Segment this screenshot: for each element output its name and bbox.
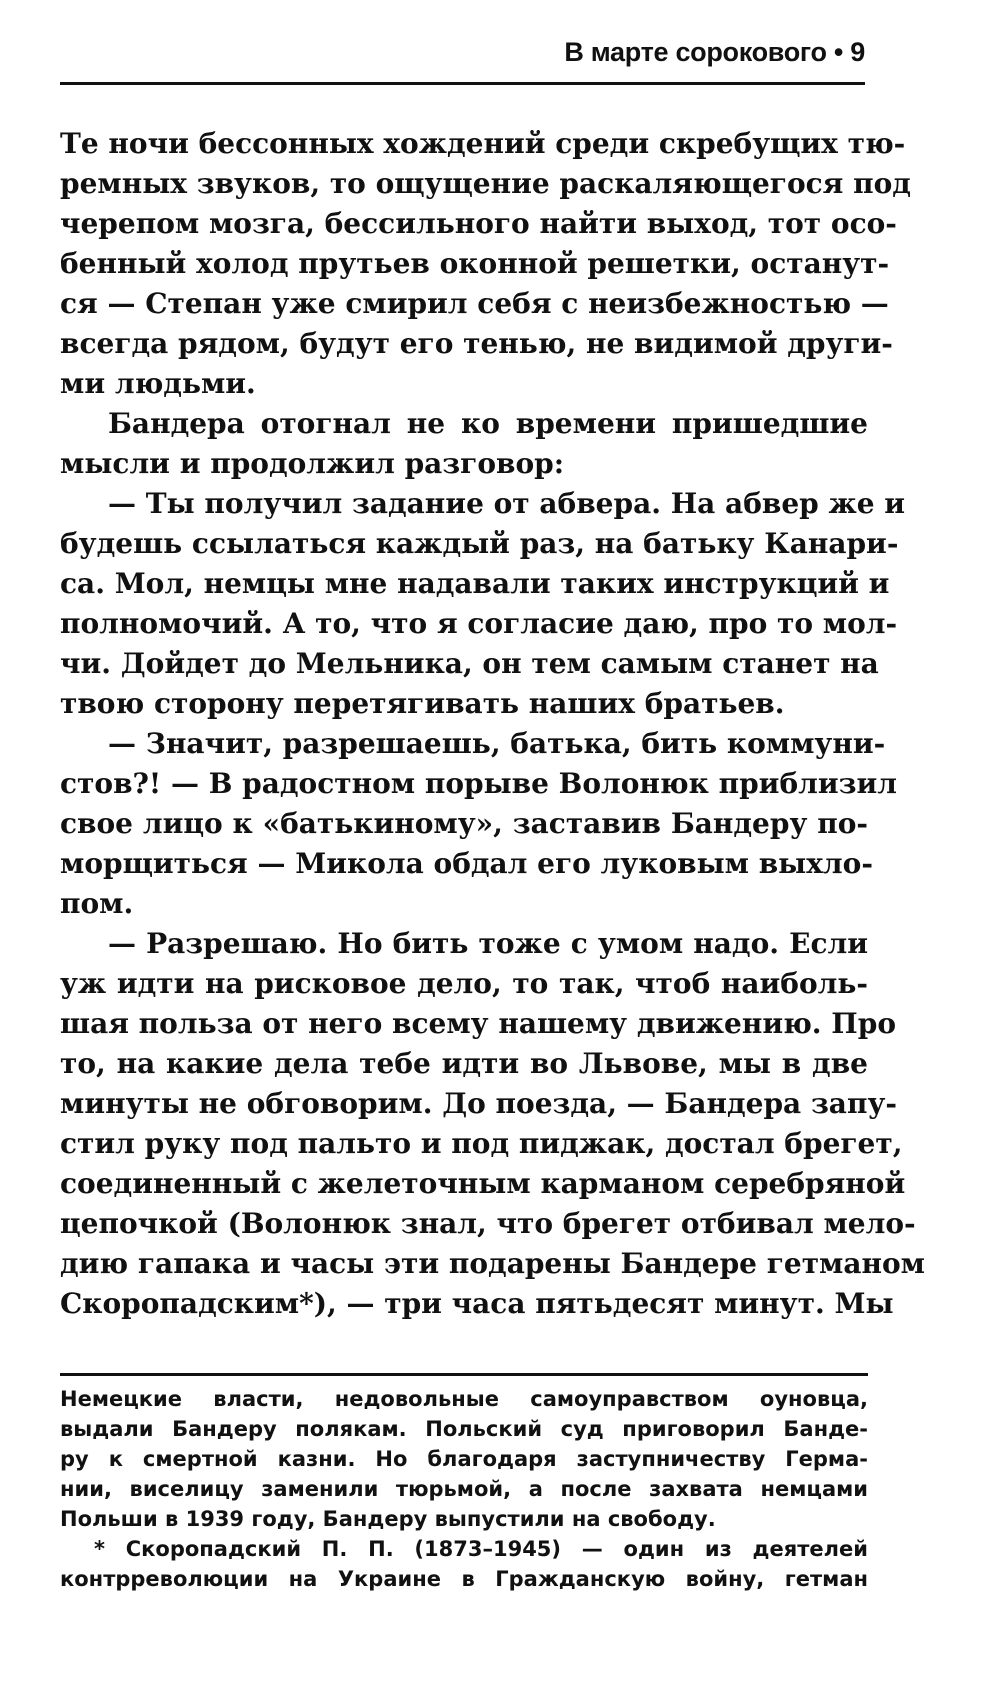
text-line: Те ночи бессонных хождений среди скребущих тю- — [60, 127, 906, 160]
footnote-line: выдали Бандеру полякам. Польский суд приговорил Банде- — [60, 1417, 868, 1441]
text-line: шая польза от него всему нашему движению. Про — [60, 1007, 896, 1040]
text-line: твою сторону перетягивать наших братьев. — [60, 687, 785, 720]
text-line: то, на какие дела тебе идти во Львове, мы в две — [60, 1047, 868, 1080]
footnote-line: ру к смертной казни. Но благодаря заступничеству Герма- — [60, 1447, 868, 1471]
text-line: бенный холод прутьев оконной решетки, останут- — [60, 247, 890, 280]
text-line: цепочкой (Волонюк знал, что брегет отбивал мело- — [60, 1207, 916, 1240]
text-line: соединенный с желеточным карманом серебряной — [60, 1167, 906, 1200]
footnotes — [60, 1384, 868, 1594]
text-line: чи. Дойдет до Мельника, он тем самым станет на — [60, 647, 879, 680]
running-header: В марте сорокового • 9 — [564, 37, 865, 67]
text-line: будешь ссылаться каждый раз, на батьку Канари- — [60, 527, 899, 560]
text-line: стил руку под пальто и под пиджак, достал брегет, — [60, 1127, 903, 1160]
footnote-line: контрреволюции на Украине в Гражданскую войну, гетман — [60, 1567, 868, 1591]
text-line: Бандера отогнал не ко времени пришедшие — [108, 407, 868, 440]
text-line: минуты не обговорим. До поезда, — Бандера запу- — [60, 1087, 897, 1120]
text-line: полномочий. А то, что я согласие даю, про то мол- — [60, 607, 898, 640]
text-line: ми людьми. — [60, 367, 256, 400]
text-line: стов?! — В радостном порыве Волонюк приблизил — [60, 767, 898, 800]
footnote-line: Польши в 1939 году, Бандеру выпустили на свободу. — [60, 1507, 716, 1531]
text-line: морщиться — Микола обдал его луковым выхло- — [60, 847, 873, 880]
text-line: мысли и продолжил разговор: — [60, 447, 565, 480]
text-line: всегда рядом, будут его тенью, не видимой други- — [60, 327, 893, 360]
footnote-line: * Скоропадский П. П. (1873–1945) — один из деятелей — [94, 1537, 868, 1561]
header-rule — [60, 82, 865, 85]
text-line: — Значит, разрешаешь, батька, бить коммуни- — [108, 727, 886, 760]
text-line: пом. — [60, 887, 134, 920]
text-line: са. Мол, немцы мне надавали таких инструкций и — [60, 567, 890, 600]
text-line: уж идти на рисковое дело, то так, чтоб наиболь- — [60, 967, 868, 1000]
text-line: свое лицо к «батькиному», заставив Бандеру по- — [60, 807, 868, 840]
footnote-line: нии, виселицу заменили тюрьмой, а после захвата немцами — [60, 1477, 868, 1501]
footnote-rule — [60, 1373, 868, 1376]
text-line: — Ты получил задание от абвера. На абвер же и — [108, 487, 906, 520]
main-text — [60, 124, 926, 1324]
text-line: Скоропадским*), — три часа пятьдесят минут. Мы — [60, 1287, 894, 1320]
text-line: черепом мозга, бессильного найти выход, тот осо- — [60, 207, 897, 240]
text-line: ся — Степан уже смирил себя с неизбежностью — — [60, 287, 889, 320]
text-line: ремных звуков, то ощущение раскаляющегося под — [60, 167, 911, 200]
footnote-line: Немецкие власти, недовольные самоуправством оуновца, — [60, 1387, 868, 1411]
text-line: — Разрешаю. Но бить тоже с умом надо. Если — [108, 927, 868, 960]
text-line: дию гапака и часы эти подарены Бандере гетманом — [60, 1247, 926, 1280]
